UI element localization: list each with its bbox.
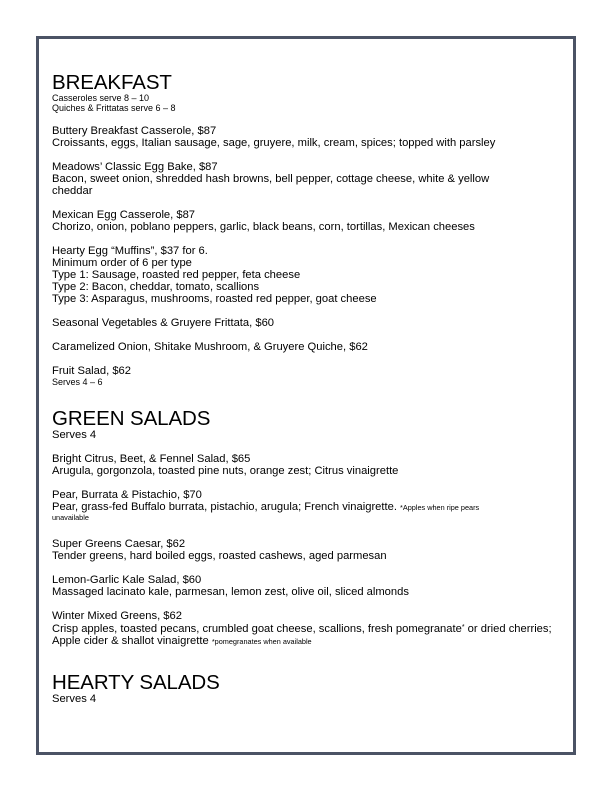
item-description: Arugula, gorgonzola, toasted pine nuts, orange zest; Citrus vinaigrette xyxy=(52,465,399,477)
item-name: Mexican Egg Casserole, $87 xyxy=(52,209,196,221)
menu-item xyxy=(52,317,563,329)
item-name: Meadows’ Classic Egg Bake, $87 xyxy=(52,161,218,173)
menu-item xyxy=(52,125,563,149)
item-name: Bright Citrus, Beet, & Fennel Salad, $65 xyxy=(52,453,251,465)
menu-item xyxy=(52,209,563,233)
menu-page xyxy=(36,36,576,755)
item-description: Bacon, sweet onion, shredded hash browns, bell pepper, cottage cheese, white & yellow cheddar xyxy=(52,173,490,197)
section-note: Serves 4 xyxy=(52,429,97,441)
item-note: Serves 4 – 6 xyxy=(52,377,103,387)
item-detail: Minimum order of 6 per type xyxy=(52,257,192,269)
item-description: Tender greens, hard boiled eggs, roasted cashews, aged parmesan xyxy=(52,550,387,562)
item-footnote-continued: unavailable xyxy=(52,513,89,522)
item-detail: Type 2: Bacon, cheddar, tomato, scallions xyxy=(52,281,260,293)
item-description xyxy=(52,622,557,648)
section-hearty-salads xyxy=(52,673,563,705)
section-note: Casseroles serve 8 – 10 xyxy=(52,93,150,103)
section-breakfast xyxy=(52,73,563,387)
item-name: Seasonal Vegetables & Gruyere Frittata, $60 xyxy=(52,317,275,329)
item-detail: Type 1: Sausage, roasted red pepper, feta cheese xyxy=(52,269,301,281)
menu-item xyxy=(52,453,563,477)
item-footnote: *Apples when ripe pears xyxy=(400,503,480,512)
menu-item xyxy=(52,574,563,598)
item-footnote: *pomegranates when available xyxy=(211,637,312,646)
item-name: Hearty Egg “Muffins”, $37 for 6. xyxy=(52,245,208,257)
menu-item xyxy=(52,341,563,353)
item-name: Super Greens Caesar, $62 xyxy=(52,538,186,550)
menu-item xyxy=(52,610,563,648)
section-title: HEARTY SALADS xyxy=(52,671,220,694)
item-name: Buttery Breakfast Casserole, $87 xyxy=(52,125,217,137)
item-description-text: Pear, grass-fed Buffalo burrata, pistachio, arugula; French vinaigrette. xyxy=(52,501,401,513)
section-note: Serves 4 xyxy=(52,693,97,705)
menu-content xyxy=(52,73,563,705)
item-name: Fruit Salad, $62 xyxy=(52,365,131,377)
menu-item xyxy=(52,489,563,522)
menu-item xyxy=(52,365,563,387)
item-description: Croissants, eggs, Italian sausage, sage, gruyere, milk, cream, spices; topped with parsley xyxy=(52,137,496,149)
item-description-text: Crisp apples, toasted pecans, crumbled goat cheese, scallions, fresh pomegranate xyxy=(52,623,462,635)
item-name: Caramelized Onion, Shitake Mushroom, & Gruyere Quiche, $62 xyxy=(52,341,368,353)
menu-item xyxy=(52,538,563,562)
footnote-marker: * xyxy=(461,624,465,631)
section-note: Quiches & Frittatas serve 6 – 8 xyxy=(52,103,176,113)
item-detail: Type 3: Asparagus, mushrooms, roasted red pepper, goat cheese xyxy=(52,293,377,305)
item-name: Lemon-Garlic Kale Salad, $60 xyxy=(52,574,202,586)
item-name: Pear, Burrata & Pistachio, $70 xyxy=(52,489,202,501)
menu-item xyxy=(52,245,563,305)
section-title: BREAKFAST xyxy=(52,71,172,94)
item-description: Massaged lacinato kale, parmesan, lemon zest, olive oil, sliced almonds xyxy=(52,586,409,598)
item-description: Chorizo, onion, poblano peppers, garlic, black beans, corn, tortillas, Mexican cheeses xyxy=(52,221,475,233)
menu-item xyxy=(52,161,563,197)
section-title: GREEN SALADS xyxy=(52,407,211,430)
item-description-text: or dried cherries; Apple cider & shallot vinaigrette xyxy=(52,623,552,647)
item-name: Winter Mixed Greens, $62 xyxy=(52,610,182,622)
item-description xyxy=(52,501,563,514)
section-green-salads xyxy=(52,409,563,648)
